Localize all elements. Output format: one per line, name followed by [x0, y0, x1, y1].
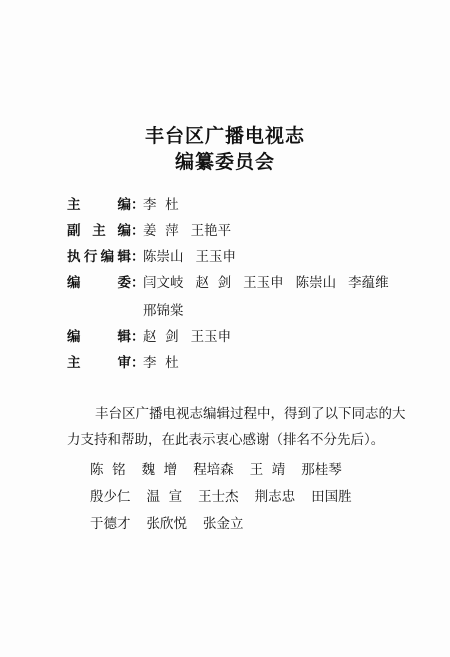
page-subtitle: 编纂委员会	[174, 151, 275, 173]
staff-name: 闫文岐	[143, 275, 184, 291]
acknowledged-name: 程培森	[193, 462, 234, 478]
role-label: 编 辑	[67, 329, 131, 345]
staff-name: 姜 萍	[143, 223, 179, 239]
acknowledgement-names	[90, 460, 420, 541]
acknowledged-name: 温 宣	[146, 489, 183, 505]
acknowledged-name: 于德才	[90, 516, 131, 532]
staff-row-chief-editor	[67, 195, 437, 221]
staff-name: 李 杜	[143, 355, 179, 371]
staff-names	[143, 221, 437, 241]
staff-row-reviewer	[67, 353, 437, 379]
acknowledged-name: 殷少仁	[90, 489, 131, 505]
staff-name: 王艳平	[190, 223, 232, 239]
role-colon: ：	[131, 249, 145, 265]
role-label: 主 编	[67, 197, 131, 213]
staff-name: 陈崇山	[143, 249, 184, 265]
acknowledged-name: 荆志忠	[254, 489, 296, 505]
acknowledgement-row	[90, 487, 420, 514]
acknowledged-name: 张欣悦	[146, 516, 187, 532]
acknowledged-name: 王 靖	[249, 462, 286, 478]
role-label: 编 委	[67, 275, 131, 291]
staff-name: 王玉申	[195, 249, 236, 265]
staff-name: 王玉申	[243, 275, 284, 291]
acknowledged-name: 田国胜	[311, 489, 352, 505]
staff-row-executive-editor	[67, 247, 437, 273]
role-colon: ：	[131, 223, 145, 239]
role-colon: ：	[131, 197, 145, 213]
acknowledgement-paragraph: 丰台区广播电视志编辑过程中，得到了以下同志的大力支持和帮助，在此表示衷心感谢（排名不分先后）。	[67, 406, 406, 448]
staff-names	[143, 273, 437, 321]
staff-row-committee	[67, 273, 437, 327]
staff-names	[143, 327, 437, 347]
staff-name: 邢锦棠	[143, 303, 184, 319]
staff-name: 陈崇山	[295, 275, 337, 291]
acknowledgement-row	[90, 514, 420, 541]
staff-names	[143, 353, 437, 373]
acknowledged-name: 王士杰	[198, 489, 239, 505]
staff-name: 王玉申	[190, 329, 232, 345]
staff-name: 李 杜	[143, 197, 179, 213]
role-label: 执行编辑	[67, 249, 131, 265]
role-label: 副主编	[67, 223, 131, 239]
staff-list	[67, 195, 437, 379]
acknowledged-name: 魏 增	[141, 462, 178, 478]
page-title: 丰台区广播电视志	[144, 125, 305, 147]
staff-names	[143, 247, 437, 267]
acknowledgement-row	[90, 460, 420, 487]
role-colon: ：	[131, 275, 145, 291]
staff-name: 赵 剑	[143, 329, 179, 345]
role-colon: ：	[131, 355, 145, 371]
staff-row-editor	[67, 327, 437, 353]
acknowledged-name: 陈 铭	[90, 462, 126, 478]
staff-row-deputy-editor	[67, 221, 437, 247]
staff-name: 赵 剑	[195, 275, 232, 291]
staff-names	[143, 195, 437, 215]
acknowledged-name: 那桂琴	[301, 462, 342, 478]
staff-name: 李蕴维	[348, 275, 389, 291]
role-colon: ：	[131, 329, 145, 345]
acknowledged-name: 张金立	[203, 516, 244, 532]
role-label: 主 审	[67, 355, 131, 371]
